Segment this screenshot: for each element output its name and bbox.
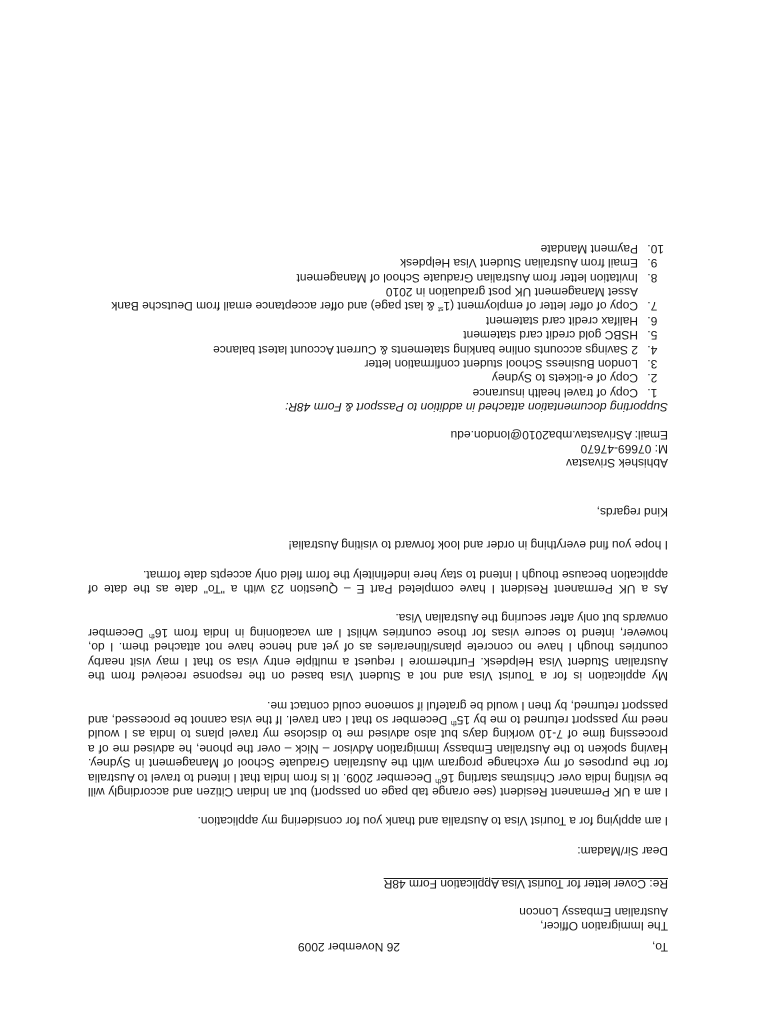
address-line: Australian Embassy Loncon bbox=[519, 904, 668, 919]
supporting-docs-heading: Supporting documentation attached in addition to Passport & Form 48R: bbox=[285, 400, 668, 415]
list-item: 5. HSBC gold credit card statement bbox=[88, 328, 644, 342]
recipient-address bbox=[88, 904, 668, 933]
signature-block bbox=[88, 427, 668, 470]
closing: Kind regards, bbox=[596, 504, 668, 519]
subject-line: Re: Cover letter for Tourist Visa Application Form 48R bbox=[383, 877, 668, 892]
signature-name: Abhishek Srivastav bbox=[565, 456, 668, 471]
paragraph-intro: I am applying for a Tourist Visa to Australia and thank you for considering my application. bbox=[197, 814, 668, 829]
signature-email: Email: ASrivastav.mba2010@london.edu bbox=[450, 427, 668, 442]
list-item: 6. Halifax credit card statement bbox=[88, 313, 644, 327]
to-label: To, bbox=[651, 940, 668, 954]
list-item: 4. 2 Savings accounts online banking statements & Current Account latest balance bbox=[88, 342, 644, 356]
list-item: 3. London Business School student confirmation letter bbox=[88, 357, 644, 371]
supporting-docs-list bbox=[88, 241, 668, 399]
paragraph-visa-type: My application is for a Tourist Visa and not a Student Visa based on the response received from the Australian Student Visa Helpdesk. Furthermore I request a multiple entry visa so that I may visit nearby countries though I have no concrete plans/itineraries as of yet and hence have not attached them. I do, however, intend to secure visas for those countries whilst I am vacationing in India from 16th December onwards but only after securing the Australian Visa. bbox=[87, 611, 668, 684]
address-line: The Immigration Officer, bbox=[540, 919, 668, 933]
salutation: Dear Sir/Madam: bbox=[577, 843, 668, 858]
header-row bbox=[88, 939, 668, 954]
list-item: 7. Copy of offer letter of employment (1st & last page) and offer acceptance email from Deutsche Bank Asset Management UK post graduation in 2010 bbox=[88, 285, 644, 314]
cover-letter bbox=[88, 241, 668, 954]
list-item: 1. Copy of travel health insurance bbox=[88, 385, 644, 399]
list-item: 9. Email from Australian Student Visa Helpdesk bbox=[88, 256, 644, 270]
signature-phone: M: 07669-47670 bbox=[580, 442, 668, 457]
list-item: 2. Copy of e-tickets to Sydney bbox=[88, 371, 644, 385]
paragraph-closing-hope: I hope you find everything in order and look forward to visiting Australia! bbox=[288, 538, 668, 553]
list-item: 8. Invitation letter from Australian Graduate School of Management bbox=[88, 270, 644, 284]
paragraph-residency-travel: I am a UK Permanent Resident (see orange tab page on passport) but an Indian Citizen and accordingly will be visiting India over Christmas starting 16th December 2009. It is from India that I intend to travel to Australia for the purposes of my exchange program with the Australian Graduate School of Management in Sydney. Having spoken to the Australian Embassy Immigration Advisor – Nick – over the phone, he advised me of a processing time of 7-10 working days but also advised me to disclose my travel plans to India as I would need my passport returned to me by 15th December so that I can travel. If the visa cannot be processed, and passport returned, by then I would be grateful if someone could contact me. bbox=[87, 698, 668, 799]
list-item: 10. Payment Mandate bbox=[88, 241, 644, 255]
paragraph-form-note: As a UK Permanent Resident I have completed Part E – Question 23 with a "To" date as the date of application because though I intend to stay here indefinitely the form field only accepts date format. bbox=[88, 567, 668, 597]
letter-date: 26 November 2009 bbox=[297, 940, 400, 954]
